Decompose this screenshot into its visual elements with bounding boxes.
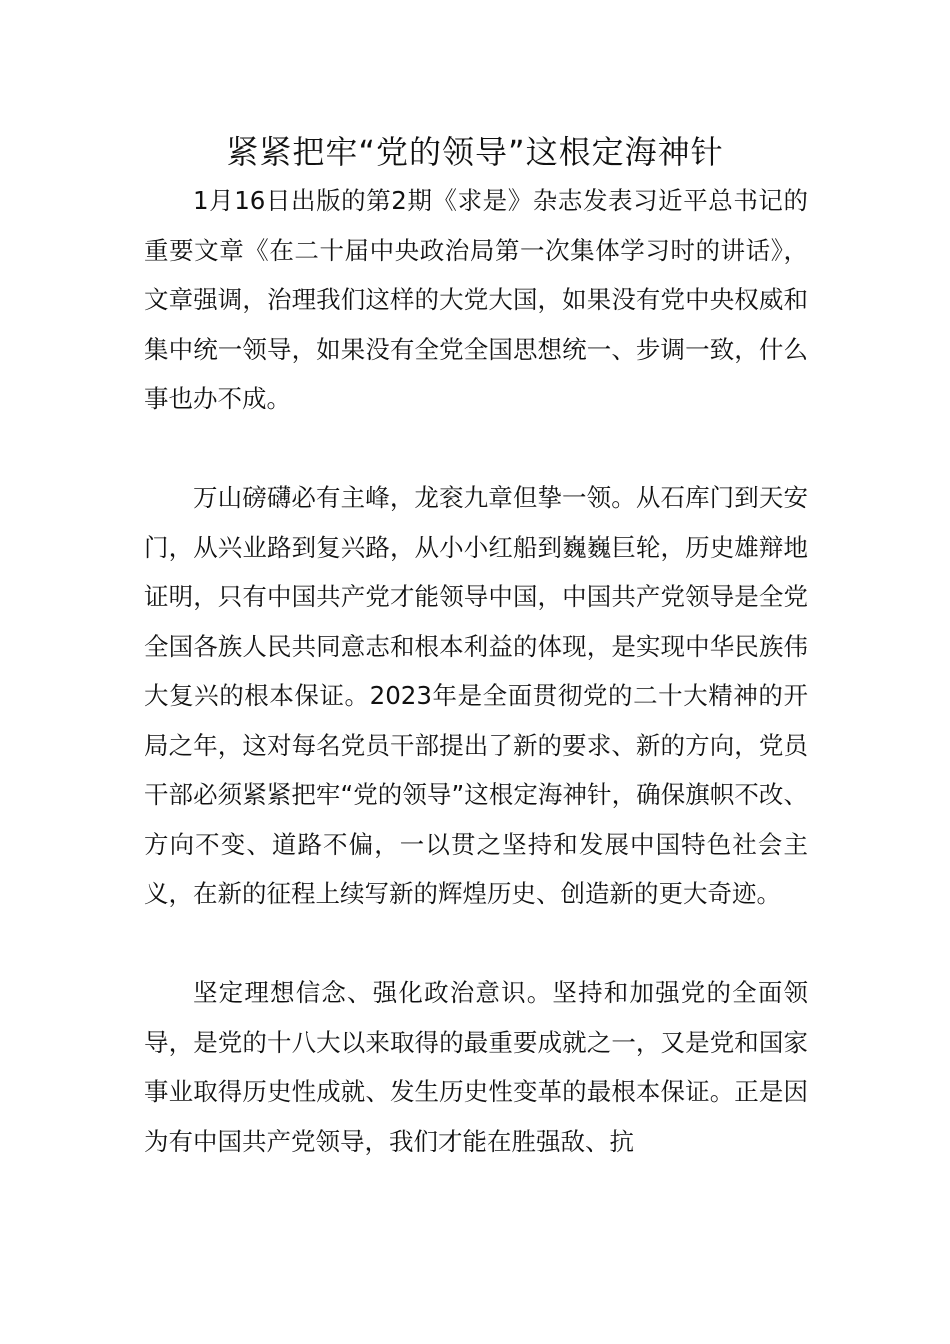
paragraph-spacer: [144, 424, 808, 474]
paragraph-2: 万山磅礴必有主峰，龙衮九章但挚一领。从石库门到天安门，从兴业路到复兴路，从小小红船到巍巍巨轮，历史雄辩地证明，只有中国共产党才能领导中国，中国共产党领导是全党全国各族人民共同意志和根本利益的体现，是实现中华民族伟大复兴的根本保证。2023年是全面贯彻党的二十大精神的开局之年，这对每名党员干部提出了新的要求、新的方向，党员干部必须紧紧把牢“党的领导”这根定海神针，确保旗帜不改、方向不变、道路不偏，一以贯之坚持和发展中国特色社会主义，在新的征程上续写新的辉煌历史、创造新的更大奇迹。: [144, 483, 808, 908]
paragraph-1: 1月16日出版的第2期《求是》杂志发表习近平总书记的重要文章《在二十届中央政治局第一次集体学习时的讲话》，文章强调，治理我们这样的大党大国，如果没有党中央权威和集中统一领导，如果没有全党全国思想统一、步调一致，什么事也办不成。: [144, 186, 808, 413]
document-body: [144, 176, 808, 1166]
document-title: 紧紧把牢“党的领导”这根定海神针: [226, 133, 724, 171]
paragraph-3: 坚定理想信念、强化政治意识。坚持和加强党的全面领导，是党的十八大以来取得的最重要成就之一，又是党和国家事业取得历史性成就、发生历史性变革的最根本保证。正是因为有中国共产党领导，我们才能在胜强敌、抗: [144, 978, 808, 1156]
paragraph-spacer: [144, 919, 808, 969]
